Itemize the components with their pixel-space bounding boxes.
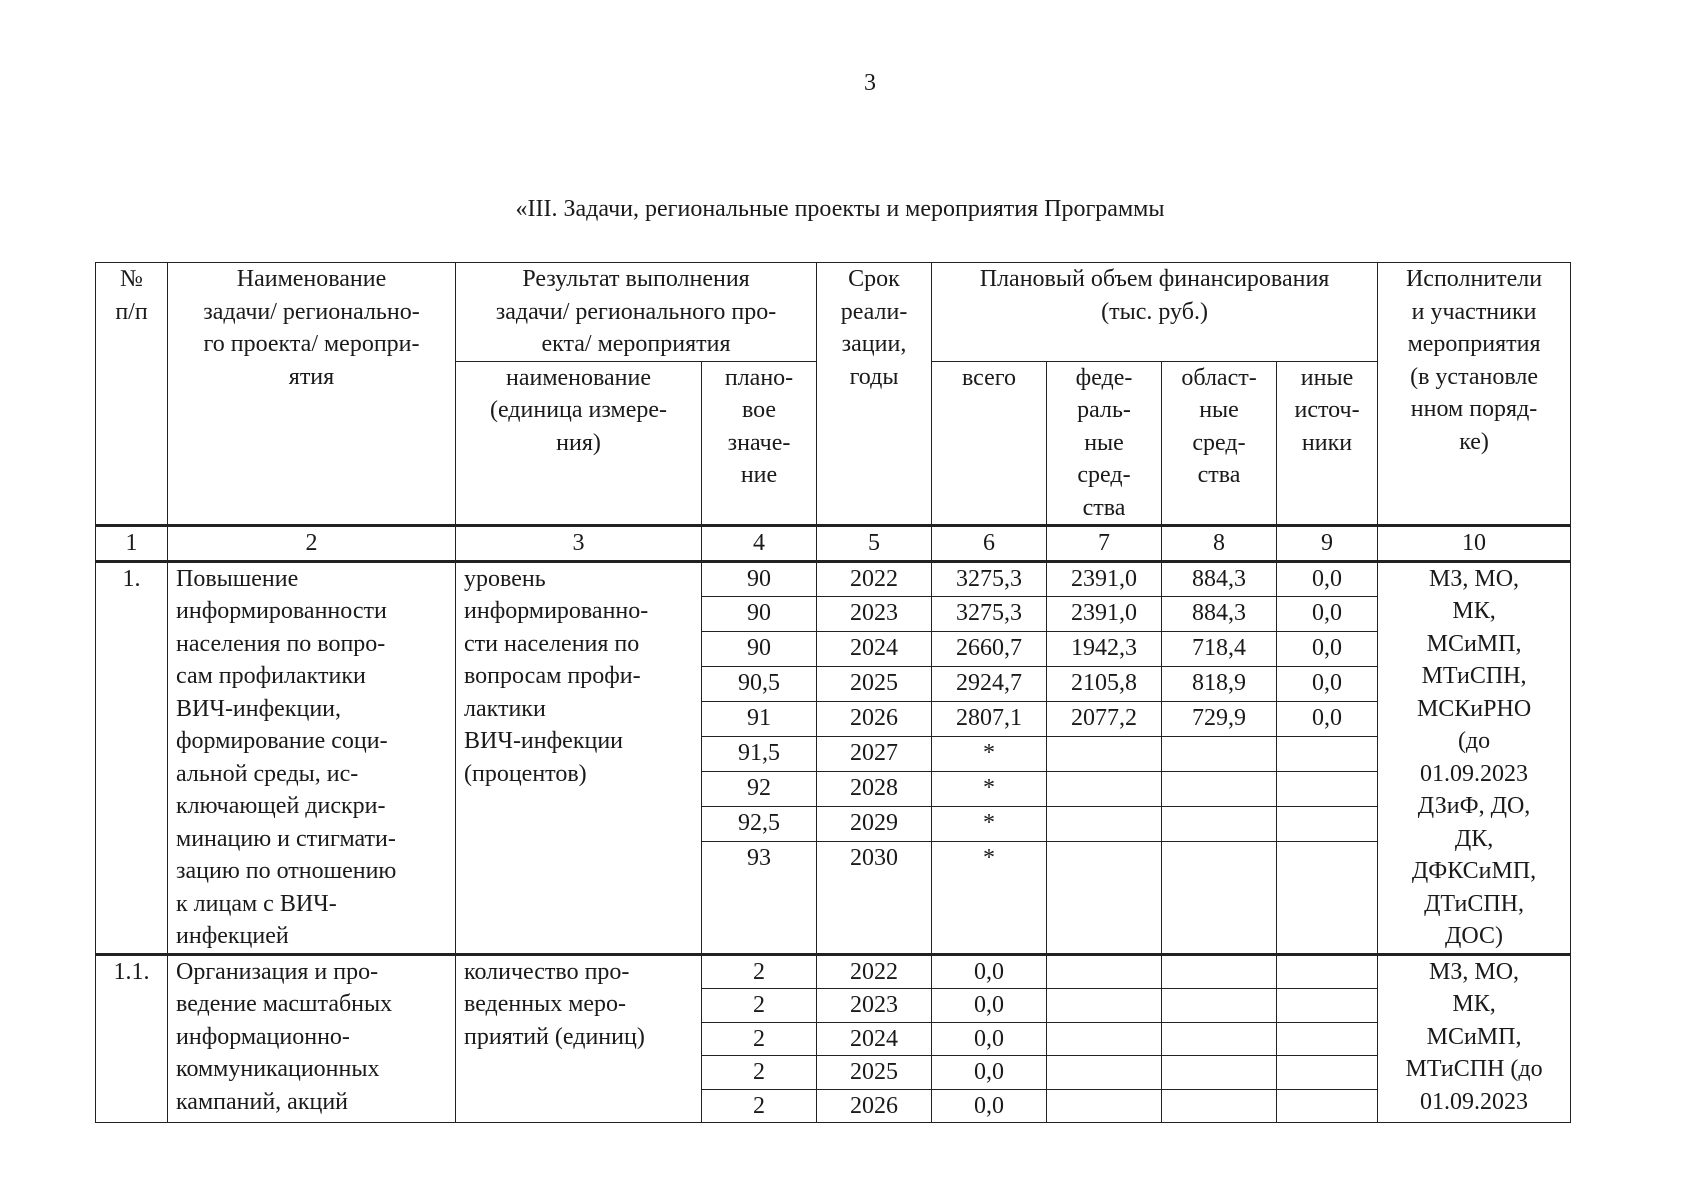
text-line: коммуникационных xyxy=(176,1056,380,1082)
text-line: Плановый объем финансирования xyxy=(979,266,1330,292)
fin-other xyxy=(1277,1089,1378,1123)
text-line: кампаний, акций xyxy=(176,1088,349,1115)
text-line: МЗ, МО, xyxy=(1429,958,1520,985)
text-line: ДК, xyxy=(1454,825,1494,852)
year: 2026 xyxy=(817,702,932,737)
text-line: Результат выполнения xyxy=(522,266,750,292)
year: 2028 xyxy=(817,771,932,806)
fin-federal xyxy=(1047,841,1162,954)
fin-total: 0,0 xyxy=(932,954,1047,989)
text-line: Срок xyxy=(848,266,900,292)
text-line: го проекта/ меропри- xyxy=(203,331,420,357)
text-line: сам профилактики xyxy=(176,663,366,689)
text-line: приятий (единиц) xyxy=(464,1023,645,1050)
header-fin-regional xyxy=(1162,361,1277,526)
text-line: ятия xyxy=(288,363,335,390)
year: 2027 xyxy=(817,737,932,772)
column-number-3: 3 xyxy=(456,526,702,562)
fin-total: * xyxy=(932,806,1047,841)
fin-federal xyxy=(1047,771,1162,806)
text-line: ные xyxy=(1084,429,1124,456)
header-term xyxy=(817,263,932,526)
text-line: ДЗиФ, ДО, xyxy=(1417,793,1531,819)
text-line: ДФКСиМП, xyxy=(1411,858,1537,884)
text-line: раль- xyxy=(1077,397,1131,423)
fin-regional xyxy=(1162,806,1277,841)
year: 2025 xyxy=(817,1056,932,1090)
header-fin-federal xyxy=(1047,361,1162,526)
fin-federal: 1942,3 xyxy=(1047,632,1162,667)
row-number: 1. xyxy=(96,561,168,954)
row-name xyxy=(168,561,456,954)
fin-federal xyxy=(1047,737,1162,772)
header-num xyxy=(96,263,168,526)
row-executors xyxy=(1378,561,1571,954)
year: 2030 xyxy=(817,841,932,954)
text-line: лактики xyxy=(464,695,546,722)
text-line: информированно- xyxy=(464,598,649,624)
text-line: (в установле xyxy=(1410,363,1538,390)
row-name xyxy=(168,954,456,1123)
row-result xyxy=(456,561,702,954)
column-number-5: 5 xyxy=(817,526,932,562)
fin-federal: 2105,8 xyxy=(1047,667,1162,702)
column-number-2: 2 xyxy=(168,526,456,562)
fin-regional xyxy=(1162,737,1277,772)
fin-total: 3275,3 xyxy=(932,561,1047,597)
text-line: веденных меро- xyxy=(464,991,627,1017)
fin-other: 0,0 xyxy=(1277,632,1378,667)
header-fin-total xyxy=(932,361,1047,526)
program-table xyxy=(95,262,1571,1123)
fin-federal: 2391,0 xyxy=(1047,561,1162,597)
plan-value: 91,5 xyxy=(702,737,817,772)
fin-other xyxy=(1277,806,1378,841)
plan-value: 2 xyxy=(702,989,817,1023)
text-line: ДТиСПН, xyxy=(1424,890,1525,917)
text-line: екта/ мероприятия xyxy=(541,331,731,357)
row-result xyxy=(456,954,702,1123)
text-line: п/п xyxy=(115,298,148,325)
fin-regional xyxy=(1162,1056,1277,1090)
text-line: плано- xyxy=(724,364,794,391)
page-number: 3 xyxy=(864,70,876,96)
fin-other: 0,0 xyxy=(1277,667,1378,702)
fin-regional: 729,9 xyxy=(1162,702,1277,737)
text-line: МТиСПН (до xyxy=(1405,1056,1543,1082)
fin-regional: 884,3 xyxy=(1162,597,1277,632)
plan-value: 91 xyxy=(702,702,817,737)
text-line: ства xyxy=(1197,462,1241,488)
fin-other: 0,0 xyxy=(1277,702,1378,737)
year: 2025 xyxy=(817,667,932,702)
plan-value: 2 xyxy=(702,1056,817,1090)
fin-total: 2660,7 xyxy=(932,632,1047,667)
year: 2024 xyxy=(817,1022,932,1056)
fin-other xyxy=(1277,989,1378,1023)
text-line: 01.09.2023 xyxy=(1420,760,1529,787)
year: 2022 xyxy=(817,954,932,989)
text-line: вопросам профи- xyxy=(464,663,641,689)
year: 2023 xyxy=(817,989,932,1023)
text-line: ВИЧ-инфекции xyxy=(464,728,624,754)
header-financing-group xyxy=(932,263,1378,362)
fin-total: * xyxy=(932,771,1047,806)
year: 2023 xyxy=(817,597,932,632)
plan-value: 90 xyxy=(702,597,817,632)
text-line: сред- xyxy=(1192,429,1246,456)
text-line: Наименование xyxy=(236,266,387,292)
header-name xyxy=(168,263,456,526)
header-result-group xyxy=(456,263,817,362)
text-line: мероприятия xyxy=(1407,331,1541,357)
fin-regional: 718,4 xyxy=(1162,632,1277,667)
text-line: (процентов) xyxy=(464,760,587,787)
row-executors xyxy=(1378,954,1571,1123)
fin-total: 2924,7 xyxy=(932,667,1047,702)
column-number-10: 10 xyxy=(1378,526,1571,562)
fin-total: 0,0 xyxy=(932,1056,1047,1090)
text-line: задачи/ регионального про- xyxy=(495,298,777,325)
fin-total: 0,0 xyxy=(932,1089,1047,1123)
text-line: ДОС) xyxy=(1445,923,1504,949)
fin-federal xyxy=(1047,1056,1162,1090)
text-line: информационно- xyxy=(176,1023,350,1050)
fin-other: 0,0 xyxy=(1277,561,1378,597)
text-line: иные xyxy=(1300,364,1354,391)
fin-regional xyxy=(1162,954,1277,989)
text-line: (до xyxy=(1457,728,1491,754)
fin-total: 3275,3 xyxy=(932,597,1047,632)
fin-federal: 2077,2 xyxy=(1047,702,1162,737)
text-line: МК, xyxy=(1452,991,1496,1017)
text-line: сред- xyxy=(1077,462,1131,488)
fin-regional xyxy=(1162,1089,1277,1123)
text-line: зацию по отношению xyxy=(176,858,397,884)
text-line: реали- xyxy=(840,298,908,325)
row-number: 1.1. xyxy=(96,954,168,1123)
text-line: ке) xyxy=(1459,428,1489,455)
fin-regional xyxy=(1162,1022,1277,1056)
text-line: Исполнители xyxy=(1405,266,1543,292)
table-row xyxy=(96,561,1571,597)
text-line: источ- xyxy=(1294,397,1360,423)
year: 2029 xyxy=(817,806,932,841)
text-line: вое xyxy=(741,397,777,423)
year: 2022 xyxy=(817,561,932,597)
text-line: инфекцией xyxy=(176,923,289,949)
column-number-4: 4 xyxy=(702,526,817,562)
plan-value: 2 xyxy=(702,954,817,989)
text-line: задачи/ регионально- xyxy=(203,298,420,325)
section-title: «III. Задачи, региональные проекты и мероприятия Программы xyxy=(515,196,1165,222)
fin-federal xyxy=(1047,989,1162,1023)
fin-regional xyxy=(1162,841,1277,954)
text-line: Организация и про- xyxy=(176,958,379,985)
text-line: альной среды, ис- xyxy=(176,760,359,787)
text-line: МЗ, МО, xyxy=(1429,565,1520,592)
fin-regional: 818,9 xyxy=(1162,667,1277,702)
text-line: значе- xyxy=(727,429,791,456)
fin-other xyxy=(1277,841,1378,954)
plan-value: 90,5 xyxy=(702,667,817,702)
fin-total: 0,0 xyxy=(932,989,1047,1023)
text-line: количество про- xyxy=(464,958,630,985)
text-line: (тыс. руб.) xyxy=(1101,298,1208,325)
text-line: МК, xyxy=(1452,598,1496,624)
fin-other xyxy=(1277,954,1378,989)
column-number-9: 9 xyxy=(1277,526,1378,562)
fin-total: 0,0 xyxy=(932,1022,1047,1056)
fin-other xyxy=(1277,1022,1378,1056)
text-line: област- xyxy=(1181,364,1257,391)
fin-total: * xyxy=(932,841,1047,954)
fin-federal xyxy=(1047,954,1162,989)
text-line: уровень xyxy=(464,565,546,592)
plan-value: 90 xyxy=(702,561,817,597)
text-line: (единица измере- xyxy=(489,397,668,423)
text-line: ключающей дискри- xyxy=(176,793,386,819)
text-line: минацию и стигмати- xyxy=(176,825,396,852)
text-line: ные xyxy=(1199,397,1239,423)
year: 2026 xyxy=(817,1089,932,1123)
text-line: ния) xyxy=(556,429,601,456)
text-line: 01.09.2023 xyxy=(1420,1088,1529,1115)
text-line: годы xyxy=(849,363,899,390)
fin-federal: 2391,0 xyxy=(1047,597,1162,632)
fin-total: 2807,1 xyxy=(932,702,1047,737)
plan-value: 2 xyxy=(702,1089,817,1123)
text-line: Повышение xyxy=(176,565,299,592)
fin-other xyxy=(1277,737,1378,772)
plan-value: 93 xyxy=(702,841,817,954)
table-row xyxy=(96,954,1571,989)
text-line: МСКиРНО xyxy=(1416,695,1532,722)
text-line: населения по вопро- xyxy=(176,630,386,657)
text-line: МСиМП, xyxy=(1426,630,1522,657)
text-line: феде- xyxy=(1075,364,1133,391)
text-line: № xyxy=(120,266,143,292)
header-result-name xyxy=(456,361,702,526)
text-line: ники xyxy=(1301,429,1353,456)
text-line: МСиМП, xyxy=(1426,1023,1522,1050)
text-line: зации, xyxy=(841,331,907,357)
fin-federal xyxy=(1047,806,1162,841)
year: 2024 xyxy=(817,632,932,667)
text-line: всего xyxy=(961,364,1017,391)
text-line: ВИЧ-инфекции, xyxy=(176,695,342,722)
fin-federal xyxy=(1047,1089,1162,1123)
header-fin-other xyxy=(1277,361,1378,526)
header-result-plan xyxy=(702,361,817,526)
column-number-1: 1 xyxy=(96,526,168,562)
column-number-7: 7 xyxy=(1047,526,1162,562)
column-number-row xyxy=(96,526,1571,562)
text-line: МТиСПН, xyxy=(1421,663,1527,689)
plan-value: 90 xyxy=(702,632,817,667)
plan-value: 2 xyxy=(702,1022,817,1056)
fin-regional: 884,3 xyxy=(1162,561,1277,597)
plan-value: 92,5 xyxy=(702,806,817,841)
column-number-6: 6 xyxy=(932,526,1047,562)
header-executors xyxy=(1378,263,1571,526)
text-line: информированности xyxy=(176,598,387,624)
text-line: ства xyxy=(1082,494,1126,521)
text-line: нном поряд- xyxy=(1410,396,1538,422)
text-line: ние xyxy=(740,462,778,488)
fin-regional xyxy=(1162,771,1277,806)
fin-total: * xyxy=(932,737,1047,772)
fin-other: 0,0 xyxy=(1277,597,1378,632)
fin-regional xyxy=(1162,989,1277,1023)
fin-federal xyxy=(1047,1022,1162,1056)
fin-other xyxy=(1277,1056,1378,1090)
text-line: сти населения по xyxy=(464,630,640,657)
text-line: ведение масштабных xyxy=(176,991,393,1017)
text-line: к лицам с ВИЧ- xyxy=(176,890,337,917)
text-line: формирование соци- xyxy=(176,728,388,754)
text-line: наименование xyxy=(505,364,652,391)
text-line: и участники xyxy=(1411,298,1537,325)
column-number-8: 8 xyxy=(1162,526,1277,562)
fin-other xyxy=(1277,771,1378,806)
plan-value: 92 xyxy=(702,771,817,806)
